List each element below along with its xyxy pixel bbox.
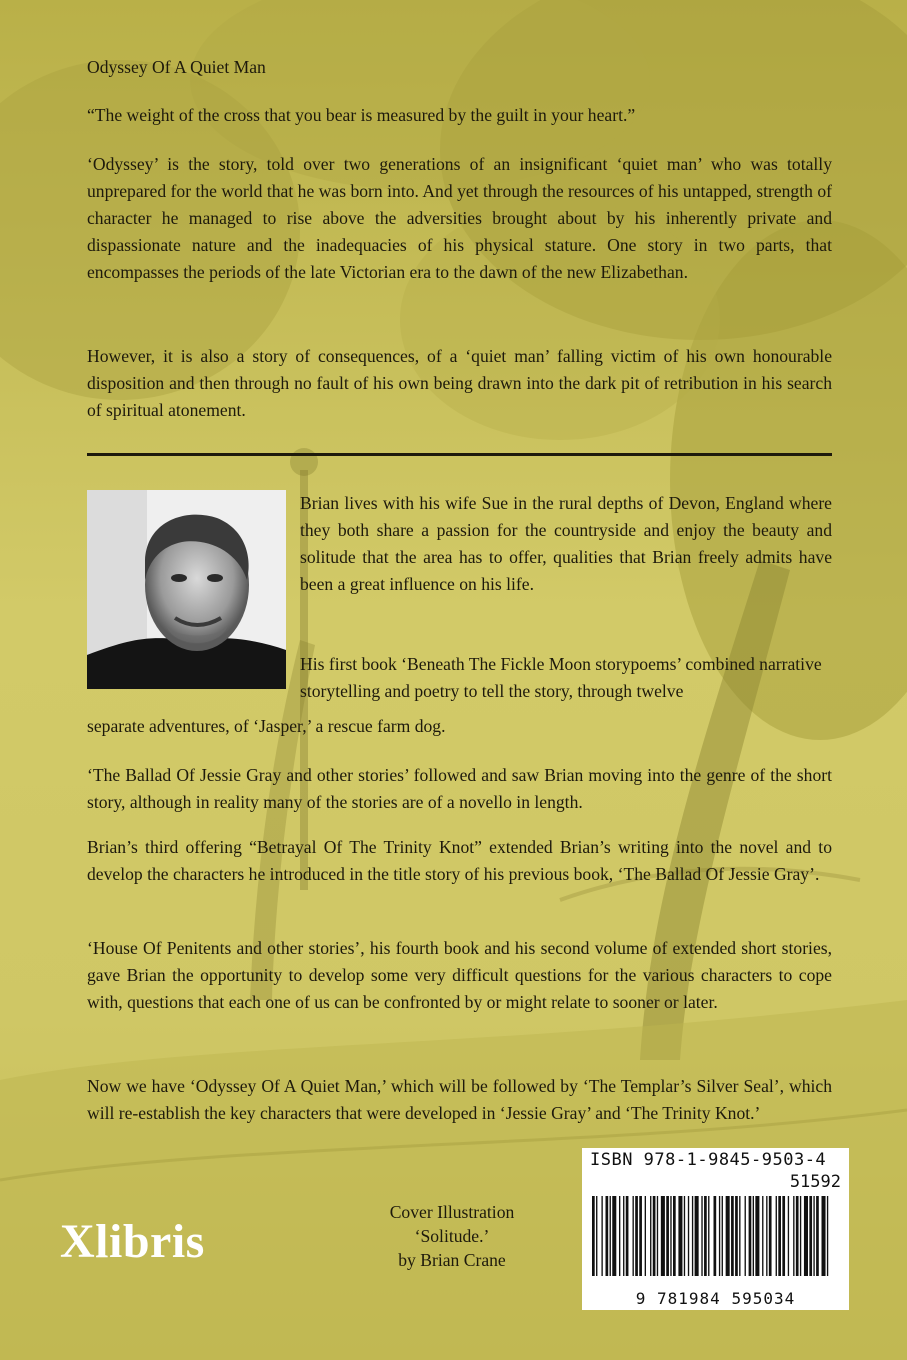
barcode-bar: [778, 1196, 781, 1276]
barcode-bar: [701, 1196, 702, 1276]
barcode-bar: [793, 1196, 794, 1276]
barcode-bar: [800, 1196, 801, 1276]
barcode-bar: [688, 1196, 689, 1276]
author-bio-paragraph-2-continued: separate adventures, of ‘Jasper,’ a rescue farm dog.: [87, 716, 446, 736]
barcode-bar: [749, 1196, 752, 1276]
barcode-bar: [809, 1196, 812, 1276]
barcode-bar: [822, 1196, 826, 1276]
barcode-bar: [782, 1196, 785, 1276]
author-bio-paragraph-2-beside-photo: His first book ‘Beneath The Fickle Moon storypoems’ combined narrative storytelling and poetry to tell the story, through twelve: [300, 654, 822, 701]
barcode-bar: [708, 1196, 709, 1276]
barcode-bar: [645, 1196, 646, 1276]
barcode-bar: [816, 1196, 819, 1276]
barcode-bar: [626, 1196, 629, 1276]
author-bio-paragraph-1: Brian lives with his wife Sue in the rural depths of Devon, England where they both share a passion for the countryside and enjoy the beauty and solitude that the area has to offer, qualities that Brian freely admits have been a great influence on his life.: [300, 493, 832, 594]
barcode-bar: [695, 1196, 699, 1276]
barcode-bar: [722, 1196, 723, 1276]
barcode-bar: [692, 1196, 693, 1276]
barcode-bar: [612, 1196, 616, 1276]
barcode-bar: [731, 1196, 734, 1276]
barcode-bar: [726, 1196, 730, 1276]
author-bio-paragraph-6: Now we have ‘Odyssey Of A Quiet Man,’ which will be followed by ‘The Templar’s Silver Seal’, which will re-establish the key characters that were developed in ‘Jessie Gray’ and ‘The Trinity Knot.’: [87, 1076, 832, 1123]
barcode-bar: [639, 1196, 642, 1276]
barcode-bar: [719, 1196, 720, 1276]
barcode-bar: [592, 1196, 595, 1276]
barcode-bar: [670, 1196, 671, 1276]
barcode-bar: [684, 1196, 685, 1276]
barcode-bar: [661, 1196, 665, 1276]
isbn-barcode: [582, 1148, 849, 1310]
barcode-bar: [610, 1196, 611, 1276]
barcode-bar: [650, 1196, 651, 1276]
cover-credits: [362, 1200, 542, 1272]
barcode-bar: [827, 1196, 828, 1276]
barcode-bar: [601, 1196, 602, 1276]
barcode-bar: [735, 1196, 738, 1276]
book-title: Odyssey Of A Quiet Man: [87, 57, 266, 77]
barcode-bar: [666, 1196, 669, 1276]
barcode-bar: [678, 1196, 682, 1276]
barcode-bar: [653, 1196, 656, 1276]
credit-line-2: ‘Solitude.’: [414, 1226, 490, 1246]
barcode-digits: 9 781984 595034: [635, 1289, 796, 1308]
price-code: 51592: [789, 1172, 841, 1192]
author-bio-paragraph-5: ‘House Of Penitents and other stories’, his fourth book and his second volume of extended short stories, gave Brian the opportunity to develop some very difficult questions for the various characters to cope with, questions that each one of us can be confronted by or might relate to sooner or later.: [87, 938, 832, 1012]
synopsis-paragraph-2: However, it is also a story of consequences, of a ‘quiet man’ falling victim of his own honourable disposition and then through no fault of his own being drawn into the dark pit of retribution in his search of spiritual atonement.: [87, 346, 832, 420]
barcode-bars: [592, 1174, 839, 1284]
barcode-bar: [714, 1196, 717, 1276]
barcode-bar: [762, 1196, 763, 1276]
barcode-bar: [623, 1196, 624, 1276]
isbn-label: ISBN 978-1-9845-9503-4: [590, 1150, 827, 1170]
barcode-bar: [745, 1196, 746, 1276]
barcode-bar: [596, 1196, 597, 1276]
credit-line-1: Cover Illustration: [389, 1202, 515, 1222]
barcode-bar: [606, 1196, 609, 1276]
barcode-bar: [804, 1196, 808, 1276]
barcode-bar: [788, 1196, 789, 1276]
barcode-bar: [704, 1196, 707, 1276]
barcode-bar: [673, 1196, 676, 1276]
barcode-bar: [739, 1196, 740, 1276]
barcode-bar: [755, 1196, 759, 1276]
synopsis-paragraph-1: ‘Odyssey’ is the story, told over two generations of an insignificant ‘quiet man’ who was totally unprepared for the world that he was born into. And yet through the resources of his untapped, strength of character he managed to rise above the adversities brought about by his inherently private and dispassionate nature and the inadequacies of his physical stature. One story in two parts, that encompasses the periods of the late Victorian era to the dawn of the new Elizabethan.: [87, 154, 832, 282]
barcode-bar: [657, 1196, 658, 1276]
barcode-bar: [635, 1196, 638, 1276]
barcode-bar: [633, 1196, 634, 1276]
barcode-bar: [766, 1196, 767, 1276]
author-bio-paragraph-3: ‘The Ballad Of Jessie Gray and other stories’ followed and saw Brian moving into the genre of the short story, although in reality many of the stories are of a novello in length.: [87, 765, 832, 812]
publisher-logo: Xlibris: [60, 1215, 205, 1268]
barcode-bar: [776, 1196, 777, 1276]
credit-line-3: by Brian Crane: [398, 1250, 506, 1270]
section-divider: [87, 453, 832, 456]
epigraph-quote: “The weight of the cross that you bear is measured by the guilt in your heart.”: [87, 105, 636, 125]
barcode-bar: [813, 1196, 814, 1276]
author-photo: [87, 490, 286, 689]
barcode-bar: [753, 1196, 754, 1276]
barcode-bar: [796, 1196, 799, 1276]
author-bio-paragraph-4: Brian’s third offering “Betrayal Of The Trinity Knot” extended Brian’s writing into the novel and to develop the characters he introduced in the title story of his previous book, ‘The Ballad Of Jessie Gray’.: [87, 837, 832, 884]
barcode-bar: [769, 1196, 772, 1276]
barcode-bar: [619, 1196, 620, 1276]
